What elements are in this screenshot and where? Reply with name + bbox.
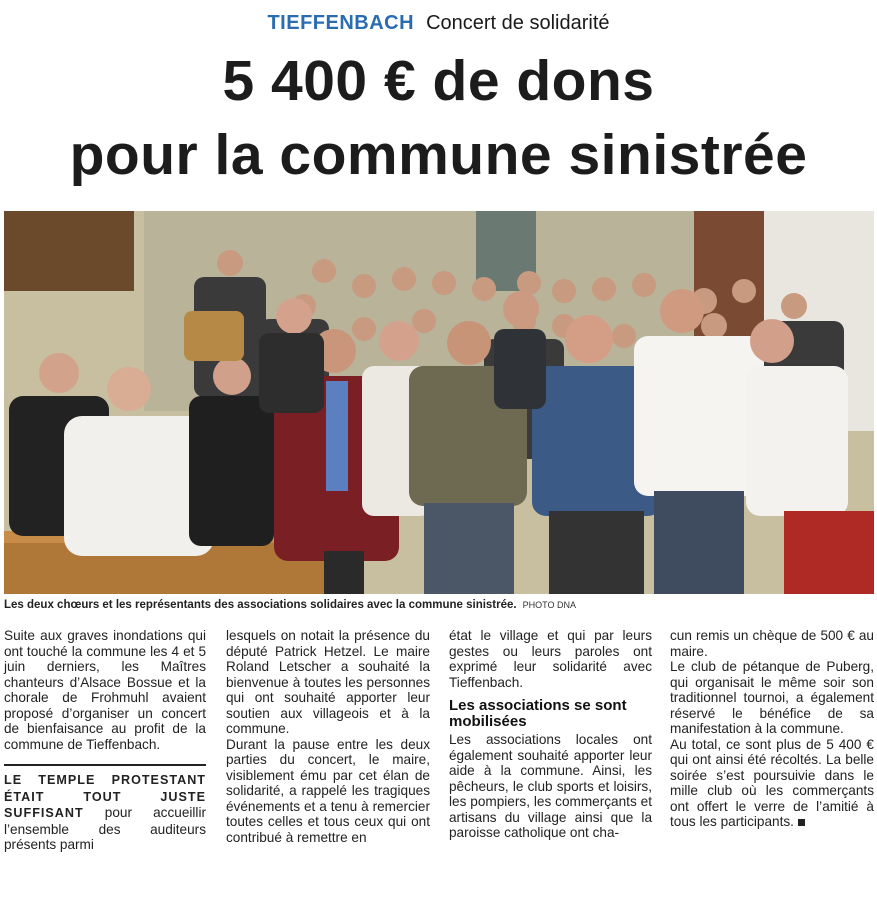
article-column-2: [226, 628, 430, 845]
article-paragraph: [4, 772, 206, 853]
article-text: pour accueillir l’ensemble des auditeurs présents parmi: [4, 805, 206, 852]
photo-caption-text: Les deux chœurs et les représentants des associations solidaires avec la commune sinistrée.: [4, 599, 517, 611]
article-paragraph: Les associations locales ont également souhaité apporter leur aide à la commune. Ainsi, les pêcheurs, le club sports et loisirs, les pompiers, les commerçants et artisans du village ainsi que la paroisse catholique ont cha-: [449, 732, 652, 840]
section-divider: [4, 764, 206, 766]
article-paragraph: [670, 737, 874, 830]
article-subhead: Les associations se sont mobilisées: [449, 697, 627, 730]
article-paragraph: Suite aux graves inondations qui ont touché la commune les 4 et 5 juin derniers, les Maîtres chanteurs d’Alsace Bossue et la chorale de Frohmuhl avaient proposé d’organiser un concert de bienfaisance au profit de la commune de Tieffenbach.: [4, 628, 206, 752]
article-column-1: [4, 628, 206, 853]
kicker-topic: Concert de solidarité: [426, 12, 610, 34]
article-column-3: [449, 628, 652, 841]
kicker: [0, 10, 877, 36]
headline-line-2: pour la commune sinistrée: [69, 123, 808, 187]
article-paragraph: état le village et qui par leurs gestes ou leurs paroles ont exprimé leur solidarité avec Tieffenbach.: [449, 628, 652, 690]
photo-caption: [4, 598, 874, 612]
group-photo: [4, 211, 874, 594]
kicker-place: TIEFFENBACH: [267, 12, 415, 34]
headline: [0, 44, 877, 192]
article-paragraph: Le club de pétanque de Puberg, qui organisait le même soir son traditionnel tournoi, a également réservé le bénéfice de sa manifestation à la commune.: [670, 659, 874, 736]
end-of-article-mark: [798, 819, 805, 826]
article-paragraph: lesquels on notait la présence du député Patrick Hetzel. Le maire Roland Letscher a souhaité la bienvenue à toutes les personnes qui ont souhaité apporter leur soutien aux villageois et à la commune.: [226, 628, 430, 736]
group-photo-illustration: [4, 211, 874, 594]
article-column-4: [670, 628, 874, 830]
article-paragraph: cun remis un chèque de 500 € au maire.: [670, 628, 874, 659]
article-text: Au total, ce sont plus de 5 400 € qui ont ainsi été récoltés. La belle soirée s’est poursuivie dans le mille club où les commerçants ont offert le verre de l’amitié à tous les participants.: [670, 736, 874, 829]
photo-credit: PHOTO DNA: [522, 600, 576, 610]
article-paragraph: Durant la pause entre les deux parties du concert, le maire, visiblement ému par cet élan de solidarité, a rappelé les tragiques événements et a tenu à remercier toutes celles et tous ceux qui ont contribué à remettre en: [226, 736, 430, 845]
lead-in: LE TEMPLE PROTESTANT ÉTAIT TOUT JUSTE SUFFISANT: [4, 773, 206, 820]
headline-line-1: 5 400 € de dons: [222, 49, 655, 113]
